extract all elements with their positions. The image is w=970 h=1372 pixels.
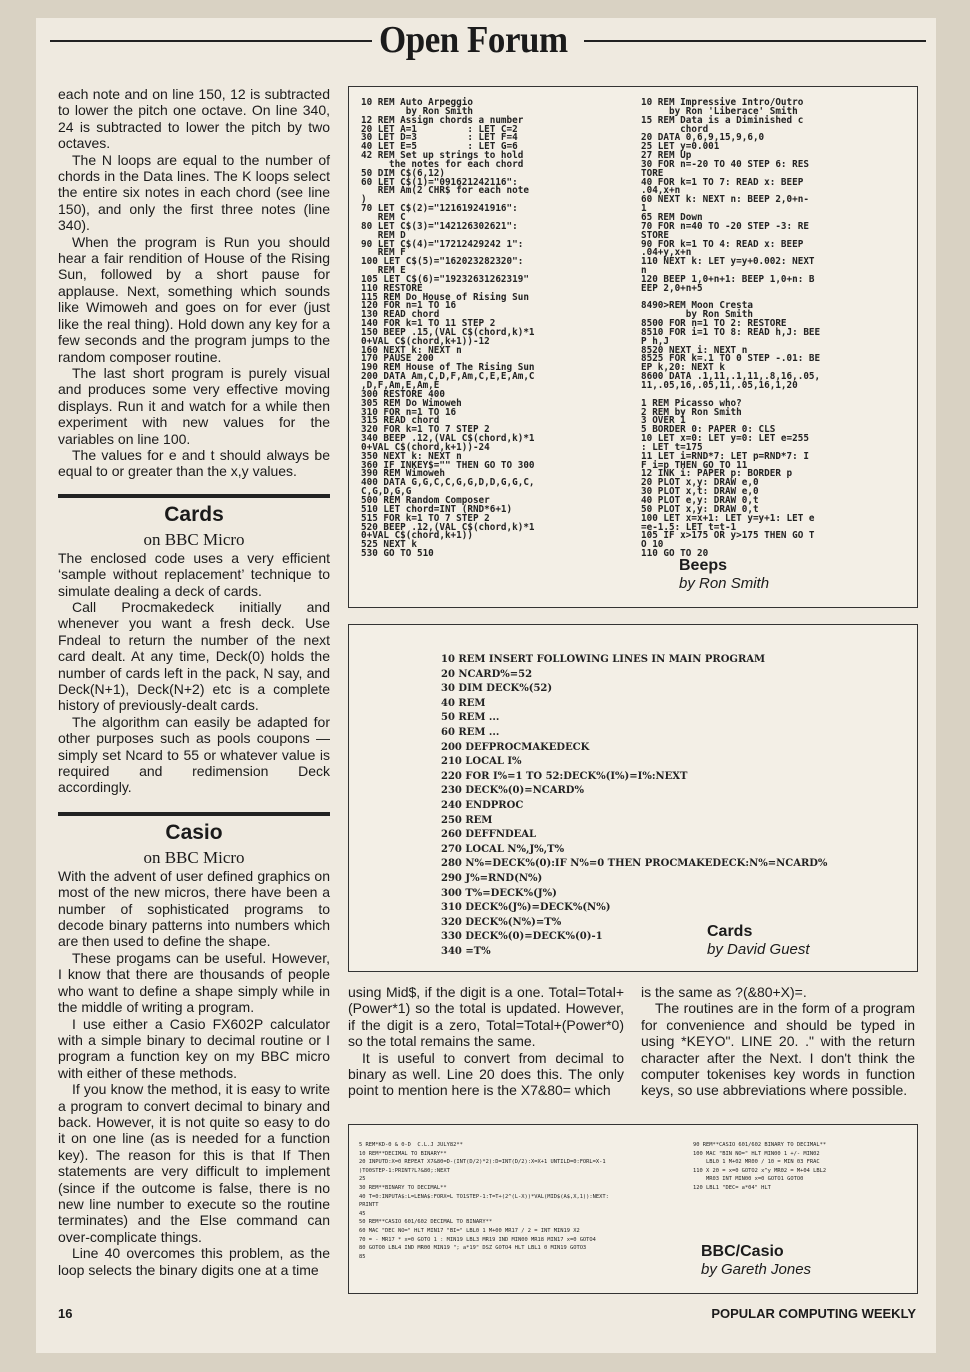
code-line: LBL0 1 M+02 MR00 / 10 = MIN 03 FRAC (693, 1159, 820, 1166)
code-line: 350 NEXT k: NEXT n (361, 450, 462, 462)
code-line: 12 REM Assign chords a number (361, 114, 524, 126)
code-line: 0+VAL C$(chord,k+1)) (361, 530, 473, 542)
code-line: 60 REM ... (441, 726, 500, 738)
paragraph: The routines are in the form of a program for convenience and should be typed in using *KEYO". LINE 20. ." with the return character after the Next. I don't think the computer tokenises key words in function keys, so use abbreviations where possible. (641, 1000, 915, 1099)
casio-caption-title: BBC/Casio (701, 1243, 784, 1260)
casio-subheading: on BBC Micro (143, 847, 245, 867)
code-line: STORE (641, 229, 669, 241)
code-line: 70 FOR n=40 TO -20 STEP -3: RE (641, 220, 809, 232)
code-line: 80 GOTO0 LBL4 IND MR00 MIN19 "; a*19" DSZ GOTO4 HLT LBL1 0 MIN19 GOTO3 (359, 1245, 587, 1252)
code-line: 515 FOR k=1 TO 7 STEP 2 (361, 512, 490, 524)
code-line: by Ron Smith (361, 105, 473, 117)
code-line: 340 =T% (441, 945, 491, 957)
code-line: 310 FOR n=1 TO 16 (361, 406, 457, 418)
code-line: 30 LET D=3 : LET F=4 (361, 132, 518, 144)
code-line: 150 BEEP .15,(VAL C$(chord,k)*1 (361, 326, 535, 338)
code-line: 110 NEXT k: LET y=y+0.002: NEXT (641, 256, 815, 268)
code-line: by Ron 'Liberace' Smith (641, 105, 798, 117)
code-line: MR03 INT MIN00 x=0 GOTO1 GOTO0 (693, 1176, 804, 1183)
paragraph: With the advent of user defined graphics on most of the new micros, there have been a number of sophisticated programs to decode binary patterns into numbers which are then used to define the shape. (58, 867, 330, 950)
code-line: 90 REM**CASIO 601/602 BINARY TO DECIMAL** (693, 1142, 827, 1148)
code-line: 120 LBL1 "DEC= a*04" HLT (693, 1184, 771, 1191)
code-line: 30 PLOT x,t: DRAW e,0 (641, 486, 759, 498)
code-line: REM C (361, 211, 406, 223)
code-line: 10 REM Auto Arpeggio (361, 97, 473, 108)
code-line: 30 FOR n=-20 TO 40 STEP 6: RES (641, 158, 809, 170)
code-line: REM D (361, 229, 406, 241)
code-line: O 10 (641, 539, 664, 551)
code-line: 10 REM Impressive Intro/Outro (641, 97, 804, 108)
casio-listing-right (693, 1141, 826, 1193)
cards-heading: Cards (164, 502, 224, 526)
code-line: 250 REM (441, 814, 493, 826)
code-line: 85 (359, 1253, 366, 1260)
code-line: 390 REM Wimoweh (361, 468, 445, 480)
code-line: 100 MAC "BIN NO=" HLT MIN00 1 +/- MIN02 (693, 1150, 820, 1157)
code-line: 300 T%=DECK%(J%) (441, 887, 557, 899)
code-line: TORE (641, 167, 664, 179)
code-line: 100 LET x=x+1: LET y=y+1: LET e (641, 512, 815, 524)
code-line: 210 LOCAL I% (441, 756, 522, 768)
code-line: REM F (361, 247, 406, 259)
casio-listing-box (348, 1124, 918, 1294)
paragraph: each note and on line 150, 12 is subtracted to lower the pitch one octave. On line 340, 24 is subtracted to lower the pitch by two octaves. (58, 86, 330, 152)
code-line: 40 PLOT e,y: DRAW 0,t (641, 494, 759, 506)
paragraph: It is useful to convert from decimal to binary as well. Line 20 does this. The only point to mention here is the X7&80= which (348, 1049, 624, 1099)
code-line: 0+VAL C$(chord,k+1))-24 (361, 441, 490, 453)
code-line: 320 FOR k=1 TO 7 STEP 2 (361, 424, 490, 436)
code-line: 8600 DATA .1,11,.1,11,.8,16,.05, (641, 371, 821, 383)
code-line: chord (641, 123, 709, 135)
code-line: 400 DATA G,G,C,C,G,G,D,D,G,G,C, (361, 477, 535, 489)
code-line: REM E (361, 265, 406, 277)
cards-caption-title: Cards (707, 923, 753, 940)
code-line: 90 LET C$(4)="17212429242 1": (361, 238, 524, 250)
code-line: 20 INPUTD:X=0 REPEAT X7&80=D-(INT(D/2)*2):D=INT(D/2):X=X+1 UNTILD=0:FORL=X-1 (359, 1159, 606, 1166)
code-line: 42 REM Set up strings to hold (361, 150, 524, 162)
beeps-caption-title: Beeps (679, 557, 728, 574)
code-line: 10 LET x=0: LET y=0: LET e=255 (641, 433, 809, 445)
code-line: 1 REM Picasso who? (641, 397, 742, 409)
code-line: .04,x+n (641, 185, 681, 197)
code-line: 260 DEFFNDEAL (441, 829, 537, 841)
code-line: 25 LET y=0.001 (641, 141, 720, 153)
code-line: 270 LOCAL N%,J%,T% (441, 843, 565, 855)
code-line: 240 ENDPROC (441, 799, 524, 811)
intro-text (58, 86, 330, 480)
code-line: 40 FOR k=1 TO 7: READ x: BEEP (641, 176, 804, 188)
code-line: 25 (359, 1176, 366, 1183)
paragraph: These progams can be useful. However, I know that there are thousands of people who want to define a shape simply while in the middle of writing a program. (58, 949, 330, 1016)
code-line: 200 DATA Am,C,D,F,Am,C,E,E,Am,C (361, 371, 535, 383)
section-title: Open Forum (379, 19, 568, 61)
paragraph: If you know the method, it is easy to write a program to convert decimal to binary and back. However, it is not quite so easy to do it on one line (as is needed for a function key). The reason for this is that If Then statements are very difficult to implement (since if the outcome is false, there is no new line number to execute so the routine terminates) and the Else command can over-complicate things. (58, 1081, 330, 1245)
code-line: 5 BORDER 0: PAPER 0: CLS (641, 424, 776, 436)
code-line: 360 IF INKEY$="" THEN GO TO 300 (361, 459, 535, 471)
code-line: EP k,20: NEXT k (641, 362, 725, 374)
code-line: 160 NEXT k: NEXT n (361, 344, 462, 356)
code-line: 10 REM INSERT FOLLOWING LINES IN MAIN PROGRAM (441, 654, 766, 665)
code-line: 110 X 20 = x=0 GOTO2 x^y MR02 = M+04 LBL2 (693, 1167, 827, 1174)
code-line: F i=p THEN GO TO 11 (641, 459, 748, 471)
code-line: 20 PLOT x,y: DRAW e,0 (641, 477, 759, 489)
code-line: 70 LET C$(2)="121619241916": (361, 203, 518, 215)
code-line: 40 REM (441, 697, 486, 709)
code-line: 60 LET C$(1)="091621242116": (361, 176, 518, 188)
paragraph: Call Procmakedeck initially and whenever you want a fresh deck. Use Fndeal to return the number of the next card dealt. At any time, Deck(0) holds the number of cards left in the pack, N say, and Deck(N+1), Deck(N+2) etc is a complete history of previously-dealt cards. (58, 598, 330, 714)
code-line: 90 FOR k=1 TO 4: READ x: BEEP (641, 238, 804, 250)
cards-caption (707, 923, 810, 959)
paragraph: I use either a Casio FX602P calculator with a simple binary to decimal routine or I program a function key on my BBC micro with either of these methods. (58, 1015, 330, 1081)
casio-caption (701, 1243, 811, 1279)
code-line: 8520 NEXT i: NEXT n (641, 344, 748, 356)
code-line: 120 BEEP 1,0+n+1: BEEP 1,0+n: B (641, 273, 815, 285)
middle-text-column (348, 984, 624, 1099)
code-line: 15 REM Data is a Diminished c (641, 114, 804, 126)
code-line: 140 FOR k=1 TO 11 STEP 2 (361, 318, 496, 330)
beeps-caption-byline: by Ron Smith (679, 575, 770, 592)
code-line: 12 INK i: PAPER p: BORDER p (641, 468, 793, 480)
paragraph: The N loops are equal to the number of chords in the Data lines. The K loops select the entire six notes in each chord (see line 150), and only the first three notes (line 340). (58, 151, 330, 234)
code-line: 1 (641, 203, 647, 215)
code-line: 230 DECK%(0)=NCARD% (441, 785, 584, 797)
casio-heading: Casio (165, 820, 223, 844)
code-line: 11,.05,16,.05,11,.05,16,1,20 (641, 380, 798, 391)
code-line: PRINTT (359, 1202, 379, 1209)
code-line: 340 BEEP .12,(VAL C$(chord,k)*1 (361, 433, 535, 445)
code-line: 70 = - MR17 * x=0 GOTO 1 : MIN19 LBL3 MR19 IND MIN00 MR18 MIN17 x=0 GOTO4 (359, 1236, 596, 1243)
code-line: 300 RESTORE 400 (361, 388, 445, 400)
code-line: 80 LET C$(3)="142126302621": (361, 220, 518, 232)
cards-heading-block (58, 494, 330, 550)
code-line: 190 REM House of The Rising Sun (361, 362, 535, 374)
magazine-page (36, 18, 936, 1353)
code-line: 220 FOR I%=1 TO 52:DECK%(I%)=I%:NEXT (441, 770, 688, 782)
code-line: the notes for each chord (361, 158, 524, 170)
code-line: by Ron Smith (641, 309, 753, 321)
code-line: 20 NCARD%=52 (441, 668, 533, 680)
beeps-listing-left (361, 99, 535, 559)
code-line: =e-1.5: LET t=t-1 (641, 521, 737, 533)
code-line: 305 REM Do Wimoweh (361, 397, 462, 409)
code-line: n (641, 265, 647, 277)
code-line: 60 NEXT k: NEXT n: BEEP 2,0+n- (641, 194, 809, 206)
casio-heading-block (58, 812, 330, 868)
cards-caption-byline: by David Guest (707, 941, 810, 958)
beeps-listing-right (641, 99, 820, 559)
code-line: 40 LET E=5 : LET G=6 (361, 141, 518, 153)
code-line: 130 READ chord (361, 309, 440, 321)
beeps-listing-box (348, 86, 918, 608)
code-line: 30 REM**BINARY TO DECIMAL** (359, 1184, 447, 1191)
code-line: 60 MAC "DEC NO=" HLT MIN17 "BI=" LBL0 1 M+00 MR17 / 2 = INT MIN19 X2 (359, 1227, 580, 1234)
code-line: 40 T=0:INPUTA$:L=LENA$:FORX=L TO1STEP-1:T=T+(2^(L-X))*VAL(MID$(A$,X,1)):NEXT: (359, 1193, 609, 1200)
casio-article-text (58, 868, 330, 1278)
code-line: 2 REM by Ron Smith (641, 406, 742, 418)
paragraph: Line 40 overcomes this problem, as the loop selects the binary digits one at a time (58, 1245, 330, 1278)
code-line: 8500 FOR n=1 TO 2: RESTORE (641, 318, 787, 330)
masthead-rule-left (50, 40, 372, 42)
code-line: 310 DECK%(J%)=DECK%(N%) (441, 902, 611, 914)
code-line: 45 (359, 1210, 366, 1217)
code-line: 120 FOR n=1 TO 16 (361, 300, 457, 312)
code-line: C,G,D,G,G (361, 486, 412, 498)
cards-subheading: on BBC Micro (143, 529, 245, 549)
code-line: 8525 FOR k=.1 TO 0 STEP -.01: BE (641, 353, 821, 365)
cards-listing (441, 653, 827, 959)
paragraph: The enclosed code uses a very efficient ‘sample without replacement’ technique to simulate dealing a deck of cards. (58, 549, 330, 599)
code-line: 11 LET i=RND*7: LET p=RND*7: I (641, 450, 809, 462)
code-line: REM Am(2 CHR$ for each note (361, 185, 529, 197)
code-line: 105 IF x>175 OR y>175 THEN GO T (641, 530, 815, 542)
code-line: 8490>REM Moon Cresta (641, 300, 753, 312)
code-line: 330 DECK%(0)=DECK%(0)-1 (441, 931, 603, 943)
casio-caption-byline: by Gareth Jones (701, 1261, 812, 1278)
code-line: 50 REM**CASIO 601/602 DECIMAL TO BINARY** (359, 1219, 493, 1226)
code-line: 3 OVER 1 (641, 415, 686, 427)
code-line: 170 PAUSE 200 (361, 353, 434, 365)
code-line: P h,J (641, 335, 669, 347)
code-line: 5 REM*KD-0 & 0-D C.L.J JULY82** (359, 1142, 463, 1148)
code-line: 200 DEFPROCMAKEDECK (441, 741, 590, 753)
cards-listing-box (348, 624, 918, 972)
code-line: 520 BEEP .12,(VAL C$(chord,k)*1 (361, 521, 535, 533)
code-line: 0+VAL C$(chord,k+1))-12 (361, 335, 490, 347)
code-line: ) (361, 194, 367, 206)
code-line: EEP 2,0+n+5 (641, 282, 703, 294)
code-line: 100 LET C$(5)="162023282320": (361, 256, 524, 268)
code-line: )TO0STEP-1:PRINT?L?&80;:NEXT (359, 1167, 450, 1174)
paragraph: When the program is Run you should hear a fair rendition of House of the Rising Sun, followed by a short pause for applause. Next, something which sounds like Wimoweh and goes on for ever (just like the real thing). Hold down any key for a few seconds and the program jumps to the random composer routine. (58, 233, 330, 365)
code-line: 27 REM Up (641, 150, 692, 162)
code-line: 20 DATA 0,6,9,15,9,6,0 (641, 132, 765, 144)
code-line: 50 REM ... (441, 712, 500, 724)
casio-listing-left (359, 1141, 609, 1261)
code-line: 50 DIM C$(6,12) (361, 167, 445, 179)
code-line: 525 NEXT k (361, 539, 417, 551)
paragraph: is the same as ?(&80+X)=. (641, 984, 807, 1000)
code-line: : LET t=175 (641, 441, 703, 453)
code-line: 30 DIM DECK%(52) (441, 683, 553, 695)
page-number: 16 (58, 1306, 73, 1321)
code-line: ,D,F,Am,E,Am,E (361, 380, 440, 391)
masthead (36, 18, 936, 66)
code-line: 530 GO TO 510 (361, 548, 434, 560)
paragraph: The values for e and t should always be equal to or greater than the x,y values. (58, 446, 330, 480)
code-line: 500 REM Random Composer (361, 494, 490, 506)
code-line: 315 READ chord (361, 415, 440, 427)
cards-article-text (58, 550, 330, 796)
code-line: 290 J%=RND(N%) (441, 872, 543, 884)
code-line: 8510 FOR i=1 TO 8: READ h,J: BEE (641, 326, 821, 338)
paragraph: using Mid$, if the digit is a one. Total=Total+(Power*1) so the total is updated. However, if the digit is a zero, Total=Total+(Power*0) so the total remains the same. (348, 984, 624, 1050)
code-line: 280 N%=DECK%(0):IF N%=0 THEN PROCMAKEDECK:N%=NCARD% (441, 858, 828, 870)
code-line: 115 REM Do House of Rising Sun (361, 291, 529, 303)
code-line: 320 DECK%(N%)=T% (441, 916, 562, 928)
paragraph: The last short program is purely visual and produces some very effective moving displays. Run it and watch for a while then experiment with new values for the variables on line 100. (58, 364, 330, 447)
code-line: 50 PLOT x,y: DRAW 0,t (641, 503, 759, 515)
code-line: 65 REM Down (641, 211, 703, 223)
right-text-column (641, 984, 915, 1099)
code-line: 110 RESTORE (361, 282, 423, 294)
masthead-rule-right (584, 40, 926, 42)
code-line: 110 GO TO 20 (641, 548, 709, 560)
code-line: 105 LET C$(6)="19232631262319" (361, 273, 529, 285)
beeps-caption (679, 557, 769, 593)
code-line: 510 LET chord=INT (RND*6+1) (361, 503, 513, 515)
code-line: 10 REM**DECIMAL TO BINARY** (359, 1150, 447, 1157)
left-text-column (58, 86, 330, 1278)
publication-name: POPULAR COMPUTING WEEKLY (711, 1306, 916, 1321)
code-line: .04+y,x+n (641, 247, 692, 259)
code-line: 20 LET A=1 : LET C=2 (361, 123, 518, 135)
paragraph: The algorithm can easily be adapted for other purposes such as pools coupons — simply set Ncard to 55 or whatever value is required and redimension Deck accordingly. (58, 713, 330, 796)
